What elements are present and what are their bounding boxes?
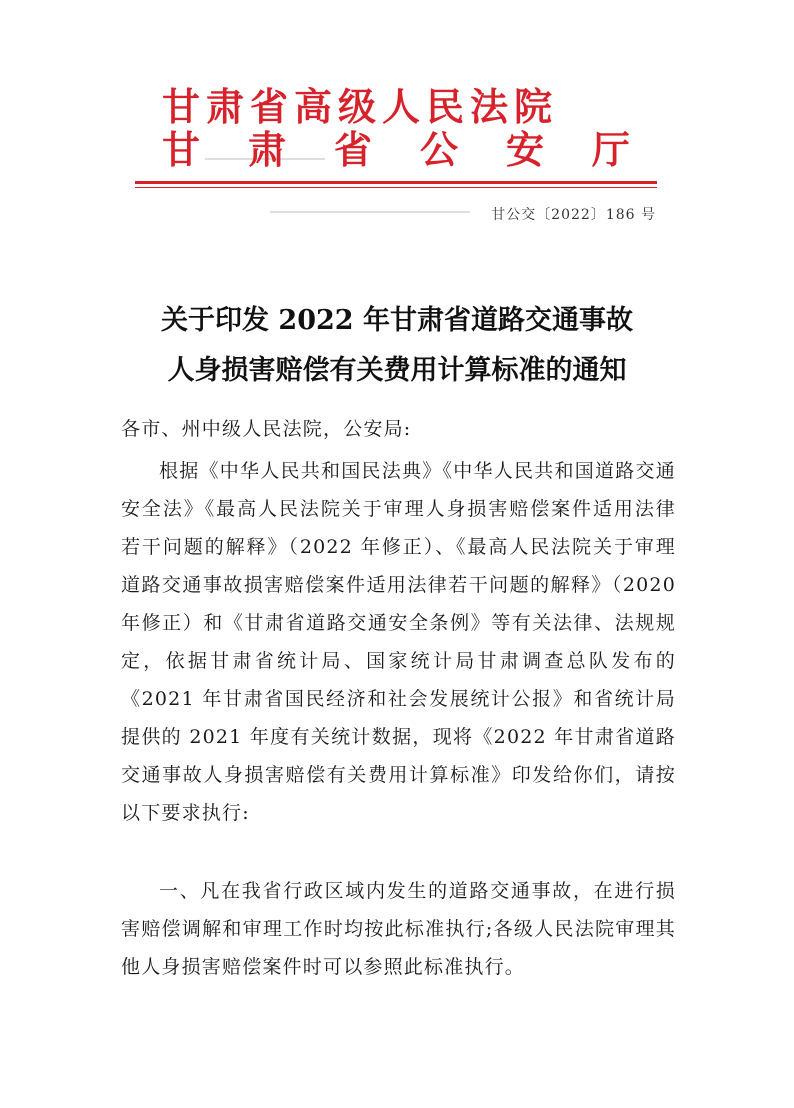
body-paragraph-1: 根据《中华人民共和国民法典》《中华人民共和国道路交通安全法》《最高人民法院关于审理人身损害赔偿案件适用法律若干问题的解释》（2022 年修正）、《最高人民法院关于审理道路交通事故损害赔偿案件适用法律若干问题的解释》（2020 年修正）和《甘肃省道路交通安全条例》等有关法律、法规规定，依据甘肃省统计局、国家统计局甘肃调查总队发布的《2021 年甘肃省国民经济和社会发展统计公报》和省统计局提供的 2021 年度有关统计数据，现将《2022 年甘肃省道路交通事故人身损害赔偿有关费用计算标准》印发给你们，请按以下要求执行:	[121, 460, 676, 824]
masthead-char: 肃	[247, 127, 286, 172]
masthead-char: 安	[505, 127, 544, 172]
document-number: 甘公交〔2022〕186 号	[491, 207, 656, 223]
salutation: 各市、州中级人民法院，公安局:	[121, 418, 412, 440]
scan-artifact	[270, 211, 470, 213]
masthead-char: 厅	[591, 127, 630, 172]
masthead-char: 甘	[162, 127, 201, 172]
document-title-line2: 人身损害赔偿有关费用计算标准的通知	[167, 355, 627, 386]
masthead-line-police	[162, 128, 630, 172]
masthead-line-court: 甘肃省高级人民法院	[162, 84, 559, 129]
masthead-rule-thick	[135, 181, 657, 184]
masthead-rule-thin	[135, 187, 657, 188]
body-paragraph-2: 一、凡在我省行政区域内发生的道路交通事故，在进行损害赔偿调解和审理工作时均按此标准执行;各级人民法院审理其他人身损害赔偿案件时可以参照此标准执行。	[121, 880, 676, 978]
masthead-char: 省	[333, 127, 372, 172]
masthead-char: 公	[419, 127, 458, 172]
document-title-line1: 关于印发 2022 年甘肃省道路交通事故	[161, 305, 633, 336]
